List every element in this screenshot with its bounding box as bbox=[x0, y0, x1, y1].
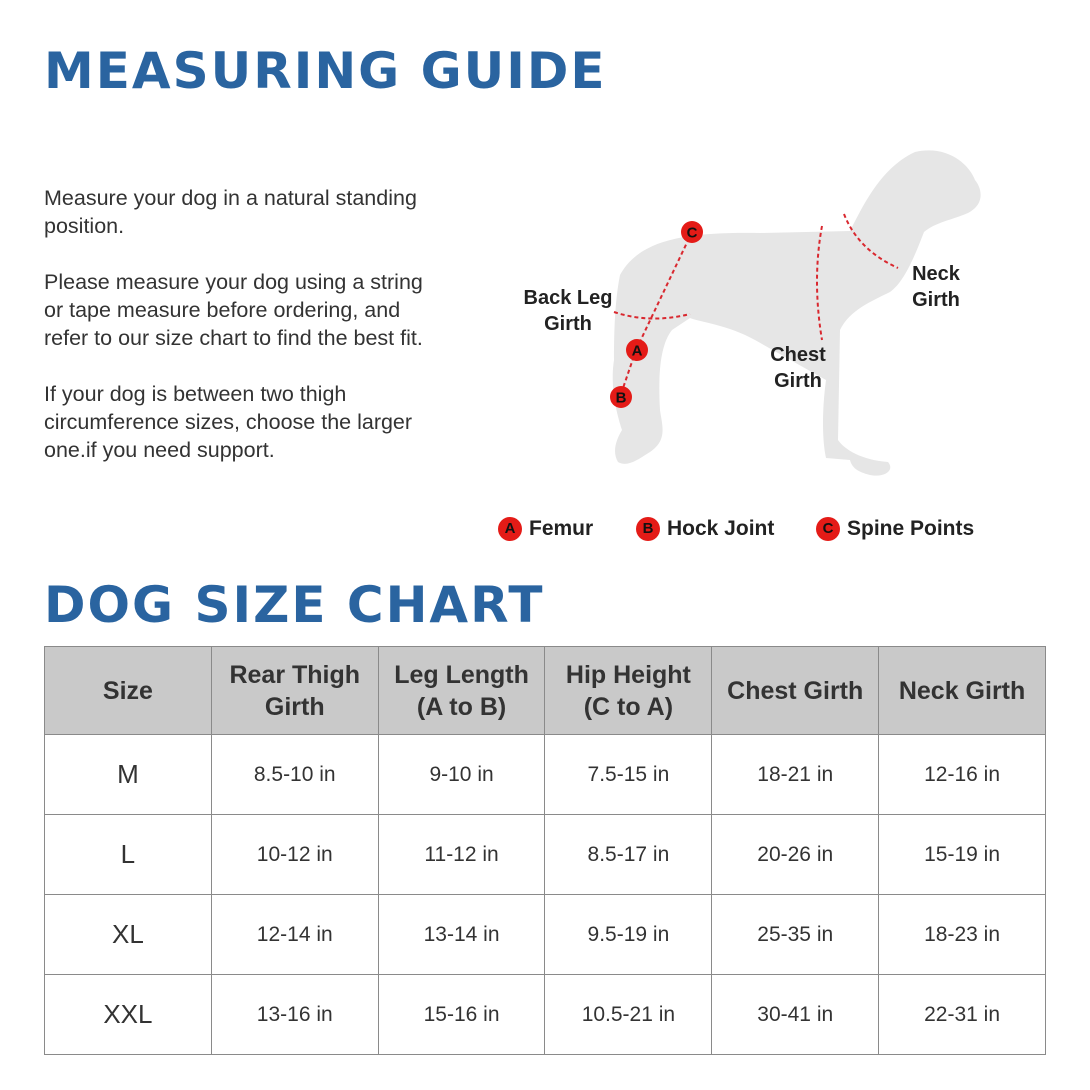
header-leg-length: Leg Length (A to B) bbox=[378, 647, 545, 735]
legend-label: Femur bbox=[529, 517, 594, 540]
table-cell: 8.5-10 in bbox=[211, 735, 378, 815]
table-cell: 22-31 in bbox=[879, 975, 1046, 1055]
table-cell: 12-16 in bbox=[879, 735, 1046, 815]
table-cell: 10-12 in bbox=[211, 815, 378, 895]
size-chart-title: DOG SIZE CHART bbox=[44, 576, 545, 634]
table-row bbox=[45, 815, 1046, 895]
table-cell: 7.5-15 in bbox=[545, 735, 712, 815]
measuring-guide-title: MEASURING GUIDE bbox=[44, 42, 607, 100]
spine-points-badge: C bbox=[816, 517, 840, 541]
table-cell: 9-10 in bbox=[378, 735, 545, 815]
chest-girth-label: Girth bbox=[774, 370, 822, 392]
point-c-label: C bbox=[686, 224, 698, 242]
legend-item-femur bbox=[498, 517, 593, 541]
legend-item-spine-points bbox=[816, 517, 974, 541]
table-cell: 13-16 in bbox=[211, 975, 378, 1055]
intro-paragraph: If your dog is between two thigh circumference sizes, choose the larger one.if you need support. bbox=[44, 382, 413, 462]
dog-measurement-diagram bbox=[490, 140, 990, 500]
size-cell: XL bbox=[45, 895, 212, 975]
table-cell: 25-35 in bbox=[712, 895, 879, 975]
header-chest-girth: Chest Girth bbox=[712, 647, 879, 735]
legend-item-hock-joint bbox=[636, 517, 774, 541]
table-header-row bbox=[45, 647, 1046, 735]
legend-label: Spine Points bbox=[847, 517, 975, 540]
chest-girth-label: Chest bbox=[770, 344, 826, 366]
back-leg-girth-label: Girth bbox=[544, 313, 592, 335]
size-cell: L bbox=[45, 815, 212, 895]
table-cell: 11-12 in bbox=[378, 815, 545, 895]
table-cell: 30-41 in bbox=[712, 975, 879, 1055]
table-row bbox=[45, 975, 1046, 1055]
point-b-marker bbox=[610, 386, 632, 408]
table-cell: 18-21 in bbox=[712, 735, 879, 815]
back-leg-girth-label: Back Leg bbox=[523, 287, 613, 309]
header-hip-height: Hip Height (C to A) bbox=[545, 647, 712, 735]
table-cell: 15-16 in bbox=[378, 975, 545, 1055]
neck-girth-label: Girth bbox=[912, 289, 960, 311]
point-c-marker bbox=[681, 221, 703, 243]
table-cell: 8.5-17 in bbox=[545, 815, 712, 895]
table-cell: 20-26 in bbox=[712, 815, 879, 895]
point-b-label: B bbox=[615, 389, 627, 407]
intro-paragraph: Please measure your dog using a string or tape measure before ordering, and refer to our size chart to find the best fit. bbox=[44, 270, 423, 350]
header-rear-thigh-girth: Rear Thigh Girth bbox=[211, 647, 378, 735]
dog-silhouette bbox=[613, 150, 981, 475]
table-cell: 9.5-19 in bbox=[545, 895, 712, 975]
table-cell: 12-14 in bbox=[211, 895, 378, 975]
intro-paragraph: Measure your dog in a natural standing position. bbox=[44, 186, 417, 238]
table-cell: 13-14 in bbox=[378, 895, 545, 975]
header-neck-girth: Neck Girth bbox=[879, 647, 1046, 735]
table-cell: 18-23 in bbox=[879, 895, 1046, 975]
size-chart-table bbox=[44, 646, 1046, 1055]
table-row bbox=[45, 895, 1046, 975]
size-cell: M bbox=[45, 735, 212, 815]
legend-label: Hock Joint bbox=[667, 517, 775, 540]
femur-badge: A bbox=[498, 517, 522, 541]
point-a-label: A bbox=[631, 342, 643, 360]
table-row bbox=[45, 735, 1046, 815]
intro-text bbox=[44, 184, 444, 492]
header-size: Size bbox=[45, 647, 212, 735]
point-a-marker bbox=[626, 339, 648, 361]
hock-joint-badge: B bbox=[636, 517, 660, 541]
neck-girth-label: Neck bbox=[912, 263, 960, 285]
size-cell: XXL bbox=[45, 975, 212, 1055]
table-cell: 10.5-21 in bbox=[545, 975, 712, 1055]
table-cell: 15-19 in bbox=[879, 815, 1046, 895]
